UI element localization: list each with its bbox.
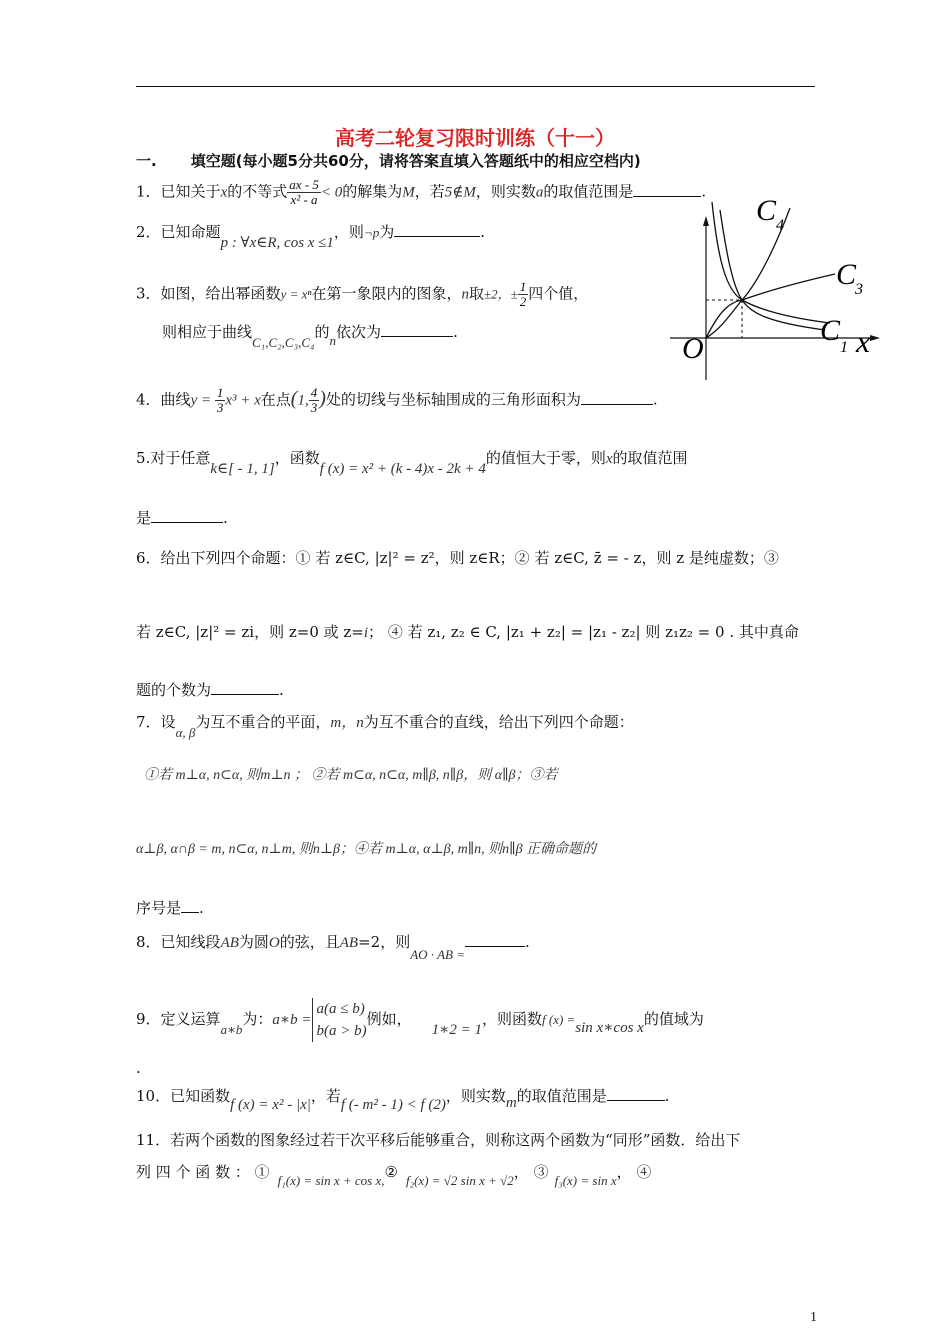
svg-text:1: 1 — [840, 339, 848, 356]
section-heading: 一. 填空题(每小题5分共60分，请将答案直填入答题纸中的相应空档内) — [136, 152, 641, 170]
answer-blank — [381, 322, 453, 337]
page-number: 1 — [810, 1310, 817, 1325]
answer-blank — [181, 898, 199, 913]
question-10: 10．已知函数f (x) = x² - |x|，若f (- m² - 1) < f (2)，则实数m的取值范围是 . — [136, 1087, 670, 1113]
question-8: 8．已知线段AB为圆O的弦，且AB=2，则AO · AB =. — [136, 933, 530, 962]
answer-blank — [581, 390, 653, 405]
svg-text:3: 3 — [855, 281, 863, 298]
question-6: 6．给出下列四个命题：① 若 z∈C, |z|² = z²，则 z∈R；② 若 z∈C, z̄ = - z，则 z 是纯虚数；③ — [136, 549, 779, 567]
question-7-line-2: ①若 m⊥α, n⊂α, 则m⊥n ； ②若 m⊂α, n⊂α, m∥β, n∥β，则 α∥β；③若 — [144, 768, 558, 783]
question-7-line-4: 序号是 . — [136, 899, 204, 917]
question-11-line-2: 列 四 个 函 数 ： ① f₁(x) = sin x + cos x,② f₂(x) = √2 sin x + √2， ③ f₃(x) = sin x， ④ — [136, 1163, 652, 1188]
question-1: 1．已知关于x的不等式 $\frac{ax - 5}{\text{x² - a}}$ < 0的解集为M，若5∉M，则实数a的取值范围是 . — [136, 177, 707, 207]
question-9: 9．定义运算a∗b为：a∗b = a(a ≤ b) b(a > b) 例如，1∗2 = 1，则函数f (x) =sin x∗cos x的值域为 — [136, 998, 704, 1042]
question-6-line-2: 若 z∈C, |z|² = zi，则 z=0 或 z=i； ④ 若 z₁, z₂ ∈ C, |z₁ + z₂| = |z₁ - z₂| 则 z₁z₂ = 0 . 其中真命 — [136, 623, 799, 641]
question-3: 3．如图，给出幂函数y = xⁿ在第一象限内的图象，n取±2，± $\frac{1}{2}$ 四个值， — [136, 279, 589, 309]
curve-label-c4: C — [756, 194, 777, 227]
header-rule — [136, 86, 815, 87]
x-axis-label: x — [856, 323, 871, 359]
svg-text:4: 4 — [776, 217, 784, 234]
question-7: 7．设α, β为互不重合的平面，m，n为互不重合的直线，给出下列四个命题： — [136, 713, 634, 740]
curve-label-c3: C — [836, 258, 857, 291]
answer-blank — [607, 1086, 665, 1101]
question-11: 11．若两个函数的图象经过若干次平移后能够重合，则称这两个函数为“同形”函数．给出下 — [136, 1131, 741, 1149]
answer-blank — [394, 222, 480, 237]
question-6-line-3: 题的个数为 . — [136, 681, 284, 699]
power-function-graph — [660, 190, 890, 390]
answer-blank — [151, 508, 223, 523]
origin-label: O — [682, 332, 704, 365]
question-7-line-3: α⊥β, α∩β = m, n⊂α, n⊥m, 则n⊥β；④若 m⊥α, α⊥β, m∥n, 则n∥β 正确命题的 — [136, 842, 597, 857]
question-5-line-2: 是 . — [136, 509, 228, 527]
answer-blank — [465, 932, 525, 947]
question-2: 2．已知命题p : ∀x∈R, cos x ≤1，则¬p为 . — [136, 223, 486, 251]
question-4: 4．曲线y = $\frac{1}{3}$ x³ + x在点(1, $\frac{4}{3}$ )处的切线与坐标轴围成的三角形面积为 . — [136, 385, 658, 415]
answer-blank — [211, 680, 279, 695]
question-5: 5.对于任意k∈[ - 1, 1]，函数f (x) = x² + (k - 4)x - 2k + 4的值恒大于零，则x的取值范围 — [136, 449, 688, 477]
curve-label-c1: C — [820, 314, 841, 347]
question-3-line-2: 则相应于曲线C₁,C₂,C₃,C₄的n依次为 . — [162, 323, 458, 350]
question-9-line-2: . — [136, 1059, 141, 1077]
page-title: 高考二轮复习限时训练（十一） — [335, 126, 615, 150]
